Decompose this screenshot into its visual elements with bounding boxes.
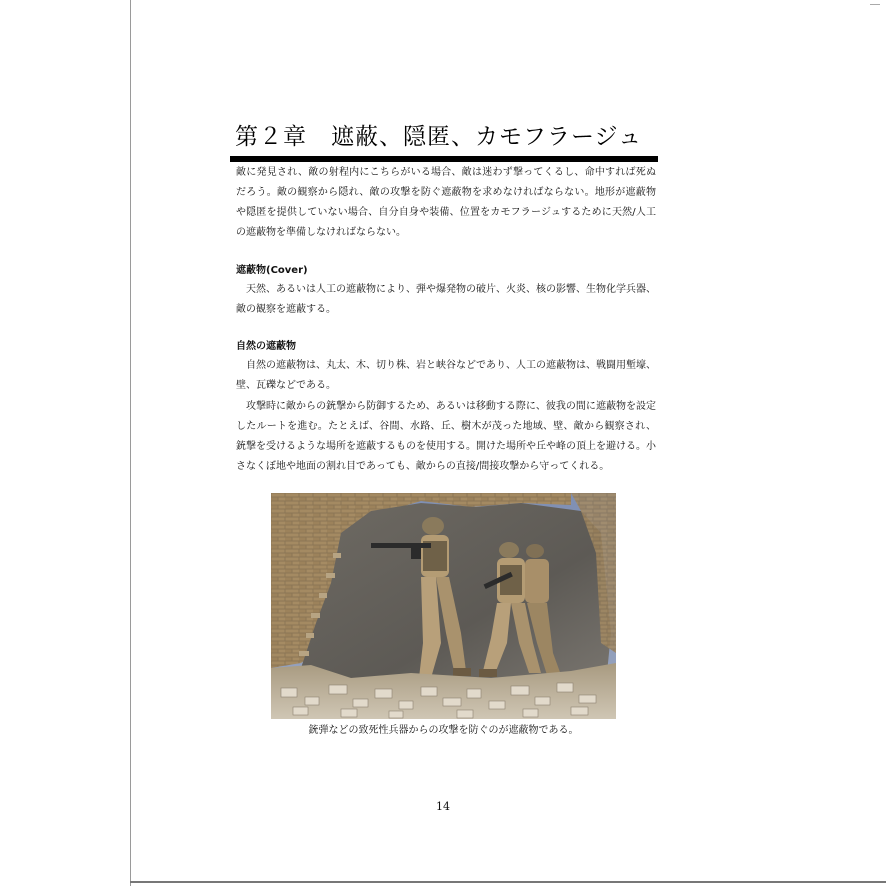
chapter-title: 第２章 遮蔽、隠匿、カモフラージュ	[235, 124, 643, 150]
page-bottom-edge	[130, 881, 886, 883]
corner-mark	[870, 0, 880, 5]
figure-photo-soldiers-behind-wall	[271, 493, 616, 719]
cover-paragraph: 天然、あるいは人工の遮蔽物により、弾や爆発物の破片、火炎、核の影響、生物化学兵器、敵の観察を遮蔽する。	[236, 284, 656, 315]
cover-heading: 遮蔽物(Cover)	[236, 265, 308, 276]
natural-cover-heading: 自然の遮蔽物	[236, 341, 296, 352]
figure-caption: 銃弾などの致死性兵器からの攻撃を防ぐのが遮蔽物である。	[308, 725, 579, 736]
intro-paragraph: 敵に発見され、敵の射程内にこちらがいる場合、敵は迷わず撃ってくるし、命中すれば死ぬだろう。敵の観察から隠れ、敵の攻撃を防ぐ遮蔽物を求めなければならない。地形が遮蔽物や隠匿を提供していない場合、自分自身や装備、位置をカモフラージュするために天然/人工の遮蔽物を準備しなければならない。	[236, 167, 656, 238]
page-number: 14	[436, 800, 450, 813]
natural-cover-paragraph-1: 自然の遮蔽物は、丸太、木、切り株、岩と峡谷などであり、人工の遮蔽物は、戦闘用塹壕、壁、瓦礫などである。	[236, 360, 656, 391]
natural-cover-paragraph-2: 攻撃時に敵からの銃撃から防御するため、あるいは移動する際に、彼我の間に遮蔽物を設定したルートを進む。たとえば、谷間、水路、丘、樹木が茂った地域、壁、敵から観察され、銃撃を受けるような場所を遮蔽するものを使用する。開けた場所や丘や峰の頂上を避ける。小さなくぼ地や地面の割れ目であっても、敵からの直接/間接攻撃から守ってくれる。	[236, 401, 656, 472]
title-rule	[230, 156, 658, 162]
